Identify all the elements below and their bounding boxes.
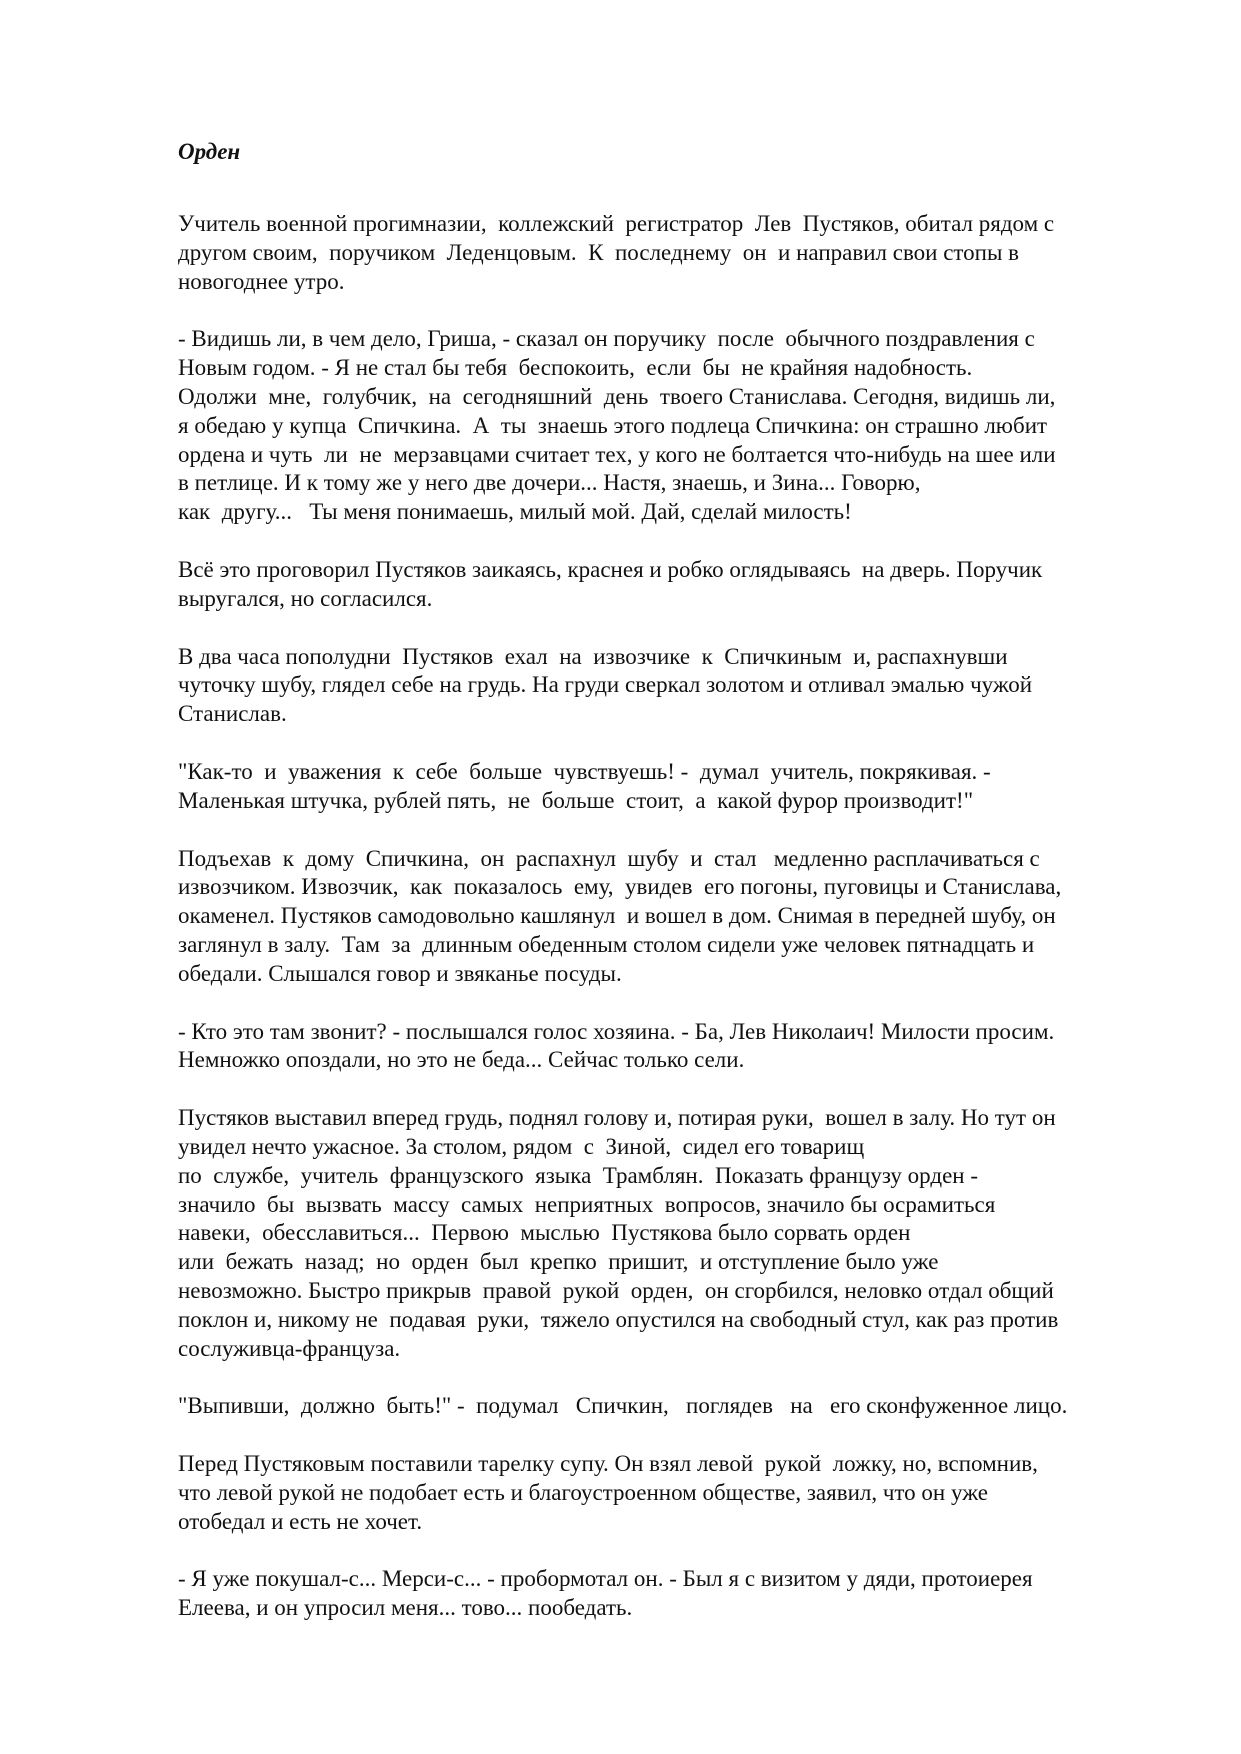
text-line: - Видишь ли, в чем дело, Гриша, - сказал он поручику после обычного поздравления с <box>178 326 1035 352</box>
paragraph <box>178 758 1178 816</box>
text-line: увидел нечто ужасное. За столом, рядом с Зиной, сидел его товарищ <box>178 1133 865 1159</box>
text-line: Перед Пустяковым поставили тарелку супу. Он взял левой рукой ложку, но, вспомнив, <box>178 1451 1038 1477</box>
text-line: что левой рукой не подобает есть и благоустроенном обществе, заявил, что он уже <box>178 1479 988 1505</box>
paragraph <box>178 1450 1178 1536</box>
text-line: Немножко опоздали, но это не беда... Сейчас только сели. <box>178 1047 745 1073</box>
text-line: В два часа пополудни Пустяков ехал на извозчике к Спичкиным и, распахнувши <box>178 643 1008 669</box>
text-line: невозможно. Быстро прикрыв правой рукой орден, он сгорбился, неловко отдал общий <box>178 1277 1054 1303</box>
text-line: новогоднее утро. <box>178 268 345 294</box>
text-line: отобедал и есть не хочет. <box>178 1508 423 1534</box>
paragraph <box>178 643 1178 729</box>
document-body <box>178 210 1178 1623</box>
text-line: сослуживца-француза. <box>178 1335 401 1361</box>
text-line: или бежать назад; но орден был крепко пришит, и отступление было уже <box>178 1249 939 1275</box>
text-line: другом своим, поручиком Леденцовым. К последнему он и направил свои стопы в <box>178 239 1020 265</box>
paragraph <box>178 1392 1178 1421</box>
text-line: Подъехав к дому Спичкина, он распахнул шубу и стал медленно расплачиваться с <box>178 845 1040 871</box>
text-line: "Как-то и уважения к себе больше чувствуешь! - думал учитель, покрякивая. - <box>178 758 991 784</box>
text-line: навеки, обесславиться... Первою мыслью Пустякова было сорвать орден <box>178 1220 911 1246</box>
text-line: Новым годом. - Я не стал бы тебя беспокоить, если бы не крайняя надобность. <box>178 355 973 381</box>
text-line: значило бы вызвать массу самых неприятных вопросов, значило бы осрамиться <box>178 1191 996 1217</box>
text-line: выругался, но согласился. <box>178 585 433 611</box>
paragraph <box>178 1018 1178 1076</box>
text-line: Пустяков выставил вперед грудь, поднял голову и, потирая руки, вошел в залу. Но тут он <box>178 1105 1056 1131</box>
text-line: поклон и, никому не подавая руки, тяжело опустился на свободный стул, как раз против <box>178 1306 1059 1332</box>
text-line: "Выпивши, должно быть!" - подумал Спичкин, поглядев на его сконфуженное лицо. <box>178 1393 1068 1419</box>
text-line: обедали. Слышался говор и звяканье посуды. <box>178 960 622 986</box>
text-line: Станислав. <box>178 701 287 727</box>
text-line: - Кто это там звонит? - послышался голос хозяина. - Ба, Лев Николаич! Милости просим. <box>178 1018 1055 1044</box>
text-line: я обедаю у купца Спичкина. А ты знаешь этого подлеца Спичкина: он страшно любит <box>178 412 1048 438</box>
text-line: заглянул в залу. Там за длинным обеденным столом сидели уже человек пятнадцать и <box>178 931 1035 957</box>
text-line: как другу... Ты меня понимаешь, милый мой. Дай, сделай милость! <box>178 499 852 525</box>
paragraph <box>178 1565 1178 1623</box>
text-line: чуточку шубу, глядел себе на грудь. На груди сверкал золотом и отливал эмалью чужой <box>178 672 1033 698</box>
text-line: Одолжи мне, голубчик, на сегодняшний день твоего Станислава. Сегодня, видишь ли, <box>178 383 1056 409</box>
text-line: Всё это проговорил Пустяков заикаясь, краснея и робко оглядываясь на дверь. Поручик <box>178 556 1043 582</box>
paragraph <box>178 845 1178 989</box>
text-line: Учитель военной прогимназии, коллежский регистратор Лев Пустяков, обитал рядом с <box>178 211 1055 236</box>
paragraph <box>178 556 1178 614</box>
text-line: ордена и чуть ли не мерзавцами считает тех, у кого не болтается что-нибудь на шее или <box>178 441 1056 467</box>
text-line: по службе, учитель французского языка Трамблян. Показать французу орден - <box>178 1162 979 1188</box>
text-line: извозчиком. Извозчик, как показалось ему, увидев его погоны, пуговицы и Станислава, <box>178 874 1062 900</box>
text-line: в петлице. И к тому же у него две дочери... Настя, знаешь, и Зина... Говорю, <box>178 470 921 496</box>
paragraph <box>178 210 1178 296</box>
paragraph <box>178 1104 1178 1363</box>
document-title: Орден <box>178 139 241 164</box>
text-line: Маленькая штучка, рублей пять, не больше стоит, а какой фурор производит!" <box>178 787 974 813</box>
text-line: - Я уже покушал-с... Мерси-с... - пробормотал он. - Был я с визитом у дяди, протоиерея <box>178 1566 1033 1592</box>
paragraph <box>178 325 1178 527</box>
text-line: окаменел. Пустяков самодовольно кашлянул и вошел в дом. Снимая в передней шубу, он <box>178 903 1056 929</box>
text-line: Елеева, и он упросил меня... тово... пообедать. <box>178 1595 633 1621</box>
document-page <box>178 138 1178 1652</box>
